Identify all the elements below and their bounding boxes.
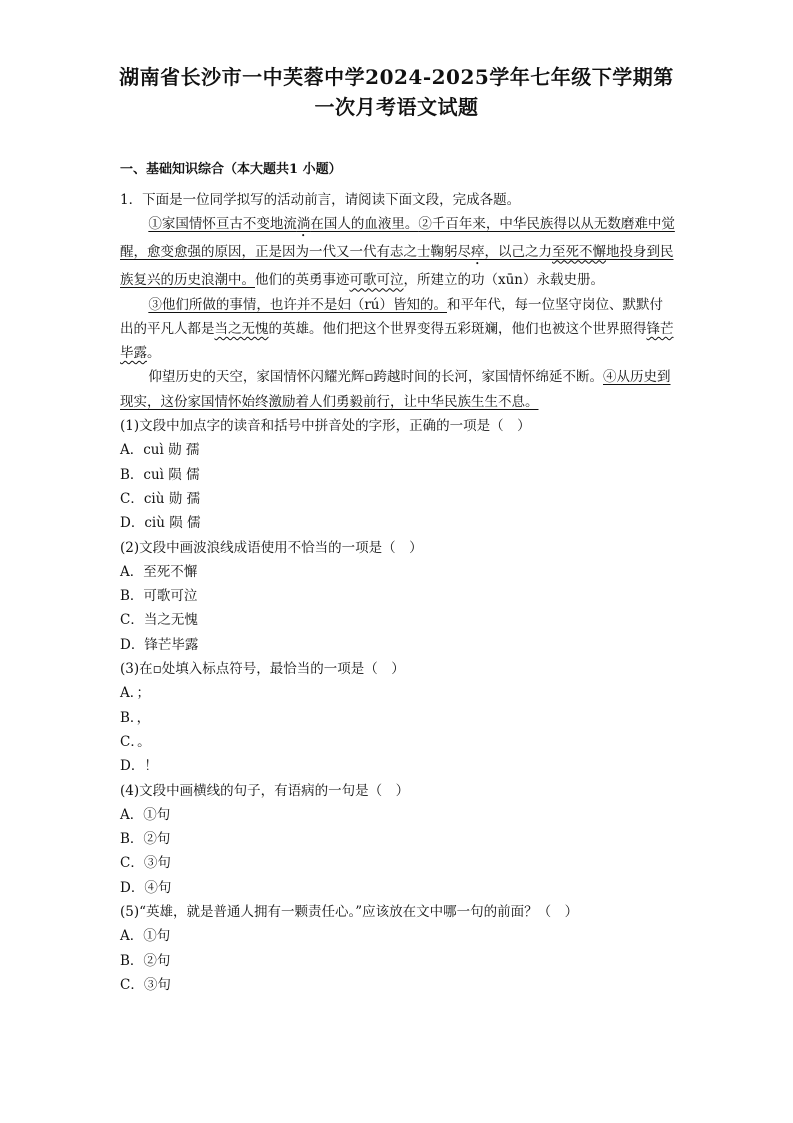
sub-question-3 [120,657,675,778]
option-d[interactable]: D．！ [120,758,158,775]
wavy-idiom: 当之无愧 [214,320,269,337]
option-d[interactable]: D．ciù 陨 儒 [120,515,201,532]
option-b[interactable]: B．cuì 陨 儒 [120,466,200,483]
passage-paragraph-2: ③他们所做的事情，也许并不是妇（rú）皆知的。和平年代，每一位坚守岗位、默默付出的平凡人都是当之无愧的英雄。他们把这个世界变得五彩斑斓，他们也被这个世界照得锋芒毕露。 [120,296,674,362]
title-line-2: 一次月考语文试题 [314,95,479,119]
sub-question-4 [120,779,675,900]
option-d[interactable]: D．④句 [120,879,172,896]
option-a[interactable]: A．①句 [120,806,171,823]
sub-question-2 [120,536,675,657]
page-title [100,62,693,122]
option-c[interactable]: C．③句 [120,855,171,872]
question-stem: (2)文段中画波浪线成语使用不恰当的一项是（ ） [120,539,423,556]
section-heading: 一、基础知识综合（本大题共1 小题） [120,162,342,177]
sentence-3: ③他们所做的事情，也许并不是妇（rú）皆知的。 [148,296,447,313]
sentence-1: ①家国情怀亘古不变地流淌在国人的血液里。 [148,216,419,233]
option-a[interactable]: A．①句 [120,928,171,945]
sentence-2: ②千百年来，中华民族得以从无数磨难中觉醒，愈变愈强的原因，正是因为一代又一代有志之士鞠躬尽瘁，以己之力至死不懈地投身到民族复兴的历史浪潮中。 [120,216,675,289]
option-b[interactable]: B．可歌可泣 [120,588,198,605]
option-a[interactable]: A．cuì 勋 孺 [120,442,200,459]
question-stem: (4)文段中画横线的句子，有语病的一句是（ ） [120,782,410,799]
passage-paragraph-1: ①家国情怀亘古不变地流淌在国人的血液里。②千百年来，中华民族得以从无数磨难中觉醒，愈变愈强的原因，正是因为一代又一代有志之士鞠躬尽瘁，以己之力至死不懈地投身到民族复兴的历史浪潮中。他们的英勇事迹可歌可泣，所建立的功（xūn）永载史册。 [120,216,675,289]
option-b[interactable]: B．②句 [120,952,171,969]
option-c[interactable]: C．。 [120,733,151,750]
dotted-char: 瘁 [471,244,485,261]
option-a[interactable]: A．至死不懈 [120,563,198,580]
sub-question-5 [120,900,675,997]
passage-paragraph-3: 仰望历史的天空，家国情怀闪耀光辉▫跨越时间的长河，家国情怀绵延不断。④从历史到现实，这份家国情怀始终激励着人们勇毅前行，让中华民族生生不息。 [120,369,671,410]
option-a[interactable]: A．； [120,685,150,702]
wavy-idiom: 至死不懈 [552,244,606,261]
option-b[interactable]: B．， [120,709,151,726]
sub-question-1 [120,414,675,535]
wavy-idiom: 锋芒毕露 [120,320,674,362]
option-c[interactable]: C．③句 [120,976,171,993]
option-b[interactable]: B．②句 [120,831,171,848]
option-c[interactable]: C．当之无愧 [120,612,198,629]
title-line-1: 湖南省长沙市一中芙蓉中学2024-2025学年七年级下学期第 [119,65,674,89]
question-stem: (3)在▫处填入标点符号，最恰当的一项是（ ） [120,661,405,678]
question-stem: (1)文段中加点字的读音和括号中拼音处的字形，正确的一项是（ ） [120,418,531,435]
sentence-4: ④从历史到现实，这份家国情怀始终激励着人们勇毅前行，让中华民族生生不息。 [120,369,671,410]
wavy-idiom: 可歌可泣 [349,272,404,289]
option-d[interactable]: D．锋芒毕露 [120,636,199,653]
question-intro: 1．下面是一位同学拟写的活动前言，请阅读下面文段，完成各题。 [120,192,521,208]
option-c[interactable]: C．ciù 勋 孺 [120,490,200,507]
question-body [120,188,675,997]
dotted-char: 淌 [296,216,311,233]
question-stem: (5)“英雄，就是普通人拥有一颗责任心。”应该放在文中哪一句的前面？（ ） [120,904,579,921]
